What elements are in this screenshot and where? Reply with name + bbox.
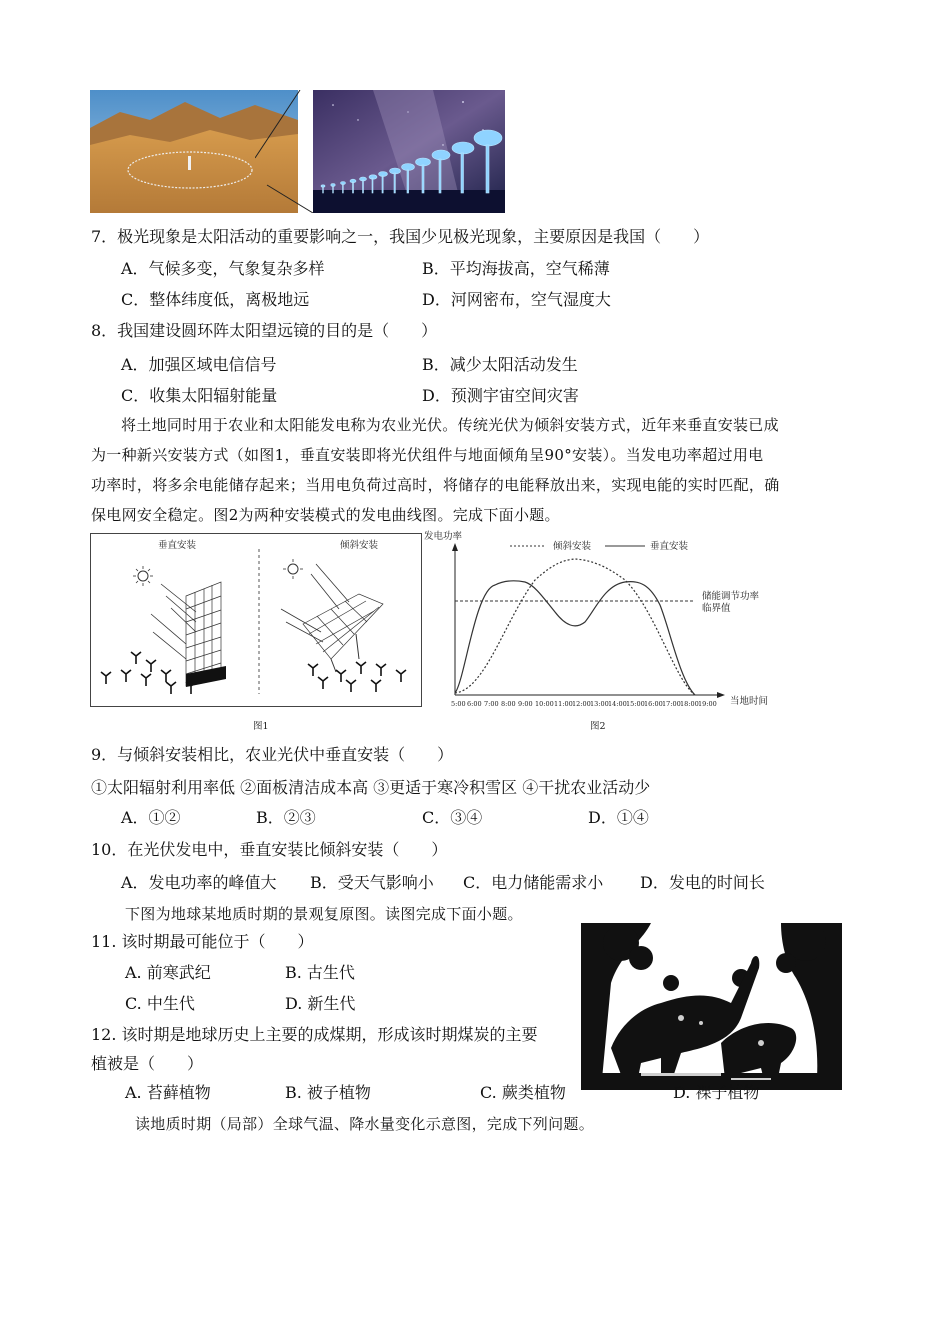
q11-option-a[interactable]: A. 前寒武纪 bbox=[125, 963, 211, 982]
connector-lines bbox=[255, 90, 315, 213]
q9-statements: ①太阳辐射利用率低 ②面板清洁成本高 ③更适于寒冷积雪区 ④干扰农业活动少 bbox=[91, 778, 651, 797]
fig2-tick: 13:00 bbox=[590, 700, 609, 708]
q7-option-c[interactable]: C．整体纬度低，离极地远 bbox=[121, 290, 310, 309]
q9-option-b[interactable]: B．②③ bbox=[256, 808, 316, 827]
fig2-legend-vertical: 垂直安装 bbox=[650, 541, 689, 552]
tilted-install-curve bbox=[455, 559, 695, 695]
q12-stem-line-2: 植被是（ ） bbox=[91, 1054, 204, 1073]
passage1-line-3: 功率时，将多余电能储存起来；当用电负荷过高时，将储存的电能释放出来，实现电能的实时匹配，确 bbox=[91, 476, 780, 494]
passage2: 下图为地球某地质时期的景观复原图。读图完成下面小题。 bbox=[125, 905, 523, 923]
q9-option-c[interactable]: C．③④ bbox=[422, 808, 483, 827]
fig2-tick: 19:00 bbox=[698, 700, 717, 708]
fig2-xlabel: 当地时间 bbox=[730, 696, 769, 707]
q12-stem-line-1: 12. 该时期是地球历史上主要的成煤期，形成该时期煤炭的主要 bbox=[91, 1025, 538, 1044]
fig2-legend-tilted: 倾斜安装 bbox=[553, 541, 592, 552]
figure-1-drawing bbox=[91, 534, 423, 708]
fig2-tick: 14:00 bbox=[608, 700, 627, 708]
fig2-ylabel: 发电功率 bbox=[424, 531, 463, 542]
fig2-tick: 17:00 bbox=[662, 700, 681, 708]
q9-option-a[interactable]: A．①② bbox=[121, 808, 181, 827]
fig1-label-tilted: 倾斜安装 bbox=[340, 540, 379, 551]
q11-option-d[interactable]: D. 新生代 bbox=[285, 994, 356, 1013]
passage1-line-1: 将土地同时用于农业和太阳能发电称为农业光伏。传统光伏为倾斜安装方式，近年来垂直安装已成 bbox=[121, 416, 779, 434]
q11-option-c[interactable]: C. 中生代 bbox=[125, 994, 195, 1013]
figure-2-chart bbox=[425, 530, 785, 715]
y-axis-arrow bbox=[452, 543, 458, 551]
fig2-tick: 7:00 bbox=[484, 700, 499, 708]
x-axis-arrow bbox=[717, 692, 725, 698]
q7-option-b[interactable]: B．平均海拔高，空气稀薄 bbox=[422, 259, 610, 278]
q10-option-d[interactable]: D．发电的时间长 bbox=[640, 873, 765, 892]
fig2-tick: 12:00 bbox=[572, 700, 591, 708]
q7-option-a[interactable]: A．气候多变，气象复杂多样 bbox=[121, 259, 325, 278]
fig2-tick: 10:00 bbox=[535, 700, 554, 708]
dinosaur-landscape-image bbox=[581, 923, 842, 1090]
fig2-x-ticks bbox=[451, 699, 717, 711]
fig2-tick: 5:00 bbox=[451, 700, 466, 708]
q10-option-c[interactable]: C．电力储能需求小 bbox=[463, 873, 604, 892]
fig2-tick: 9:00 bbox=[518, 700, 533, 708]
fig2-threshold-label-1: 储能调节功率 bbox=[702, 591, 760, 602]
q8-option-c[interactable]: C．收集太阳辐射能量 bbox=[121, 386, 278, 405]
fig2-tick: 15:00 bbox=[626, 700, 645, 708]
q9-option-d[interactable]: D．①④ bbox=[588, 808, 649, 827]
q8-option-d[interactable]: D．预测宇宙空间灾害 bbox=[422, 386, 579, 405]
passage1-line-4: 保电网安全稳定。图2为两种安装模式的发电曲线图。完成下面小题。 bbox=[91, 506, 560, 524]
q12-option-a[interactable]: A. 苔藓植物 bbox=[125, 1083, 211, 1102]
fig2-tick: 6:00 bbox=[467, 700, 482, 708]
q10-option-a[interactable]: A．发电功率的峰值大 bbox=[121, 873, 277, 892]
q8-option-b[interactable]: B．减少太阳活动发生 bbox=[422, 355, 578, 374]
q9-stem: 9．与倾斜安装相比，农业光伏中垂直安装（ ） bbox=[91, 745, 454, 764]
fig2-tick: 18:00 bbox=[680, 700, 699, 708]
q7-option-d[interactable]: D．河网密布，空气湿度大 bbox=[422, 290, 611, 309]
q10-option-b[interactable]: B．受天气影响小 bbox=[310, 873, 434, 892]
q12-option-b[interactable]: B. 被子植物 bbox=[285, 1083, 371, 1102]
q12-option-d[interactable]: D. 裸子植物 bbox=[673, 1083, 760, 1102]
fig2-threshold-label-2: 临界值 bbox=[702, 603, 731, 614]
fig2-tick: 11:00 bbox=[554, 700, 573, 708]
fig1-label-vertical: 垂直安装 bbox=[158, 540, 197, 551]
fig2-caption: 图2 bbox=[590, 721, 606, 732]
q11-option-b[interactable]: B. 古生代 bbox=[285, 963, 355, 982]
q10-stem: 10．在光伏发电中，垂直安装比倾斜安装（ ） bbox=[91, 840, 448, 859]
q11-stem: 11. 该时期最可能位于（ ） bbox=[91, 932, 314, 951]
q8-stem: 8．我国建设圆环阵太阳望远镜的目的是（ ） bbox=[91, 321, 438, 340]
q8-option-a[interactable]: A．加强区域电信信号 bbox=[121, 355, 277, 374]
fig2-tick: 8:00 bbox=[501, 700, 516, 708]
figure-1 bbox=[90, 533, 422, 707]
vertical-install-curve bbox=[455, 581, 695, 695]
q7-stem: 7．极光现象是太阳活动的重要影响之一，我国少见极光现象，主要原因是我国（ ） bbox=[91, 227, 710, 246]
passage1-line-2: 为一种新兴安装方式（如图1，垂直安装即将光伏组件与地面倾角呈90°安装）。当发电功率超过用电 bbox=[91, 446, 764, 464]
radio-telescope-night-photo bbox=[313, 90, 505, 213]
fig1-caption: 图1 bbox=[253, 721, 269, 732]
q12-option-c[interactable]: C. 蕨类植物 bbox=[480, 1083, 566, 1102]
passage3: 读地质时期（局部）全球气温、降水量变化示意图，完成下列问题。 bbox=[135, 1115, 595, 1133]
fig2-tick: 16:00 bbox=[644, 700, 663, 708]
